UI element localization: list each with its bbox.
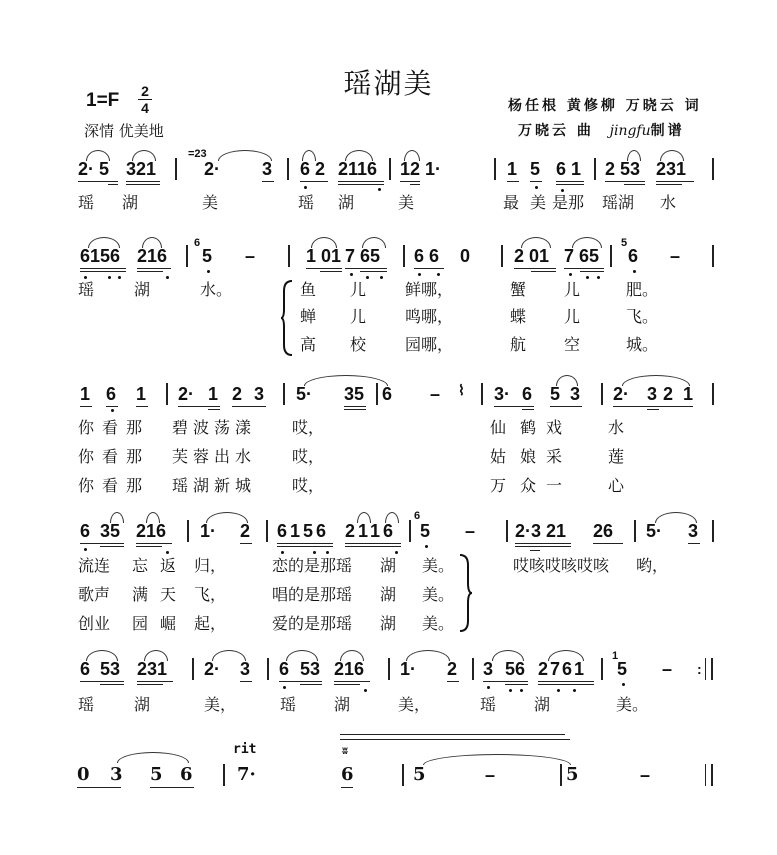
note: 1: [80, 384, 91, 404]
dash: –: [245, 246, 256, 266]
lyric: 瑶: [78, 193, 95, 212]
dash: –: [430, 384, 441, 404]
note-group: 35: [100, 521, 121, 541]
lyric: 娘: [520, 447, 537, 466]
note: 5: [530, 159, 541, 179]
note-group: 2·3: [515, 521, 542, 541]
lyric: 莲: [608, 447, 625, 466]
note: 5·: [296, 384, 313, 404]
note: 6: [180, 764, 193, 785]
lyric: 美。: [422, 614, 455, 633]
lyric: 美，: [204, 695, 237, 714]
grace-notes: =23: [188, 148, 207, 160]
note: 2·: [204, 159, 221, 179]
lyric: 最: [503, 193, 520, 212]
lyric: 美。: [422, 585, 455, 604]
note-group: 231: [656, 159, 687, 179]
lyric: 万: [490, 476, 507, 495]
note-group: 21: [546, 521, 567, 541]
lyric: 瑶: [78, 695, 95, 714]
lyric: 湖: [338, 193, 355, 212]
note-group: 6 2: [300, 159, 326, 179]
lyric: 恋的是那瑶: [272, 556, 353, 575]
lyric: 空: [564, 335, 581, 354]
note: 7·: [237, 764, 256, 785]
lyric: 湖: [134, 695, 151, 714]
lyric: 园哪，: [405, 335, 454, 354]
lyric: 美: [398, 193, 415, 212]
note: 1·: [400, 659, 417, 679]
note-group: 216: [137, 246, 168, 266]
lyric: 鸣哪，: [405, 307, 454, 326]
lyric: 蟹: [510, 280, 527, 299]
note-group: 53: [300, 659, 321, 679]
note: 1: [208, 384, 219, 404]
note-group: 6 1: [556, 159, 582, 179]
lyric: 鲜哪，: [405, 280, 454, 299]
note-group: 321: [126, 159, 157, 179]
verse-brace-icon: [458, 553, 474, 633]
lyric: 高: [300, 335, 317, 354]
verse-brace-icon: [280, 279, 294, 357]
note-group: 1 01: [306, 246, 342, 266]
lyric: 湖: [334, 695, 351, 714]
lyric: 湖: [134, 280, 151, 299]
lyric: 航: [510, 335, 527, 354]
lyric: 美。: [422, 556, 455, 575]
ritardando-marking: rit: [233, 742, 257, 757]
note-group: 2116: [345, 521, 397, 541]
dash: –: [640, 765, 651, 785]
note-group: 7 65: [564, 246, 600, 266]
lyric: 儿: [350, 307, 367, 326]
note: 1: [507, 159, 518, 179]
lyric: 归，: [194, 556, 227, 575]
note: 6: [628, 246, 639, 266]
lyric: 碧波荡漾: [172, 418, 257, 437]
lyric: 歌声: [78, 585, 111, 604]
lyric: 儿: [564, 307, 581, 326]
lyric: 瑶: [298, 193, 315, 212]
lyric: 肥。: [626, 280, 659, 299]
repeat-dots-icon: :: [697, 661, 702, 677]
breath-mark-icon: ⌇: [458, 382, 465, 398]
note: 5: [413, 764, 426, 785]
note: 1·: [200, 521, 217, 541]
lyric: 一: [546, 476, 563, 495]
note: 6: [382, 384, 393, 404]
note: 3: [240, 659, 251, 679]
lyric: 儿: [564, 280, 581, 299]
note: 6: [341, 764, 354, 785]
note: 6: [106, 384, 117, 404]
note: 3: [483, 659, 494, 679]
lyric: 瑶: [480, 695, 497, 714]
note-group: 6 6: [414, 246, 440, 266]
note-group: 2116: [338, 159, 378, 179]
lyric: 美: [202, 193, 219, 212]
note: 3: [570, 384, 581, 404]
lyric: 你看那: [78, 476, 151, 495]
tempo-marking: 深情 优美地: [84, 122, 164, 140]
lyric: 天: [160, 585, 177, 604]
note-group: 216: [136, 521, 167, 541]
lyric: 众: [520, 476, 537, 495]
lyricists-credit: 杨任根 黄修柳 万晓云 词: [508, 98, 702, 114]
lyric: 瑶: [78, 280, 95, 299]
note: 1: [683, 384, 694, 404]
lyric: 忘: [132, 556, 149, 575]
note: 2: [240, 521, 251, 541]
dash: –: [465, 521, 476, 541]
lyric: 戏: [546, 418, 563, 437]
rest: 0: [460, 246, 471, 266]
lyric: 哎，: [292, 476, 325, 495]
note: 3: [254, 384, 265, 404]
fermata-line: [340, 734, 565, 735]
note-group: 216: [334, 659, 365, 679]
note: 3: [262, 159, 273, 179]
grace-note: 6: [414, 510, 421, 522]
note: 5: [550, 384, 561, 404]
rest: 0: [77, 764, 90, 785]
lyric: 园: [132, 614, 149, 633]
note: 5: [150, 764, 163, 785]
note: 5·: [646, 521, 663, 541]
note-group: 12 1·: [400, 159, 442, 179]
lyric: 爱的是那瑶: [272, 614, 353, 633]
lyric: 创业: [78, 614, 111, 633]
note: 6: [279, 659, 290, 679]
lyric: 你看那: [78, 418, 151, 437]
note: 1: [136, 384, 147, 404]
note: 5: [617, 659, 628, 679]
composer-credit: 万晓云 曲 jingfu制谱: [518, 123, 685, 139]
lyric: 瑶: [280, 695, 297, 714]
note: 3·: [494, 384, 511, 404]
note: 5: [566, 764, 579, 785]
mordent-icon: ʬ: [342, 746, 348, 757]
note-group: 7 65: [345, 246, 381, 266]
note: 2·: [178, 384, 195, 404]
note-group: 2· 5: [78, 159, 110, 179]
note: 3: [110, 764, 123, 785]
note: 5: [420, 521, 431, 541]
song-title: 瑶湖美: [343, 67, 434, 100]
note-group: 2 53: [605, 159, 641, 179]
lyric: 哎，: [292, 447, 325, 466]
note-group: 53: [100, 659, 121, 679]
lyric: 瑶湖新城: [172, 476, 257, 495]
lyric: 湖: [534, 695, 551, 714]
note: 6: [522, 384, 533, 404]
lyric: 湖: [380, 556, 397, 575]
lyric: 仙: [490, 418, 507, 437]
note: 6: [80, 659, 91, 679]
dash: –: [485, 765, 496, 785]
lyric: 是那: [552, 193, 585, 212]
lyric: 湖: [380, 614, 397, 633]
key-signature: 1=F: [86, 90, 120, 111]
arranger-name: jingfu: [609, 123, 651, 139]
lyric: 美，: [398, 695, 431, 714]
final-barline: [705, 764, 713, 786]
repeat-end-barline: [705, 658, 713, 680]
lyric: 唱的是那瑶: [272, 585, 353, 604]
dash: –: [670, 246, 681, 266]
lyric: 儿: [350, 280, 367, 299]
lyric: 飞，: [194, 585, 227, 604]
lyric: 哎，: [292, 418, 325, 437]
note-group: 231: [137, 659, 168, 679]
grace-note: 1: [612, 650, 619, 662]
lyric: 湖: [380, 585, 397, 604]
note-group: 56: [505, 659, 526, 679]
note: 3: [647, 384, 658, 404]
lyric: 水。: [200, 280, 233, 299]
note-group: 6156: [80, 246, 121, 266]
lyric: 崛: [160, 614, 177, 633]
lyric: 流连: [78, 556, 111, 575]
lyric: 满: [132, 585, 149, 604]
dash: –: [662, 659, 673, 679]
lyric: 飞。: [626, 307, 659, 326]
lyric: 哟，: [636, 556, 669, 575]
note: 6: [80, 521, 91, 541]
note-group: 35: [344, 384, 365, 404]
note: 2: [232, 384, 243, 404]
note: 2·: [204, 659, 221, 679]
note: 3: [688, 521, 699, 541]
lyric: 芙蓉出水: [172, 447, 257, 466]
lyric: 哎咳哎咳哎咳: [513, 556, 610, 575]
lyric: 蝉: [300, 307, 317, 326]
note: 5: [202, 246, 213, 266]
lyric: 水: [660, 193, 677, 212]
lyric: 返: [160, 556, 177, 575]
lyric: 心: [608, 476, 625, 495]
lyric: 采: [546, 447, 563, 466]
note: 2: [447, 659, 458, 679]
lyric: 鱼: [300, 280, 317, 299]
lyric: 你看那: [78, 447, 151, 466]
grace-note: 5: [621, 237, 628, 249]
note: 2: [663, 384, 674, 404]
note-group: 6156: [277, 521, 330, 541]
lyric: 鹤: [520, 418, 537, 437]
lyric: 姑: [490, 447, 507, 466]
lyric: 校: [350, 335, 367, 354]
lyric: 水: [608, 418, 625, 437]
time-signature: 2 4: [138, 84, 152, 115]
lyric: 城。: [626, 335, 659, 354]
lyric: 美。: [616, 695, 649, 714]
lyric: 湖: [122, 193, 139, 212]
grace-note: 6: [194, 237, 201, 249]
lyric: 美: [530, 193, 547, 212]
note-group: 2 01: [514, 246, 550, 266]
note-group: 26: [593, 521, 614, 541]
lyric: 瑶湖: [602, 193, 635, 212]
note: 2·: [613, 384, 630, 404]
lyric: 起，: [194, 614, 227, 633]
note-group: 2761: [538, 659, 587, 679]
lyric: 蝶: [510, 307, 527, 326]
